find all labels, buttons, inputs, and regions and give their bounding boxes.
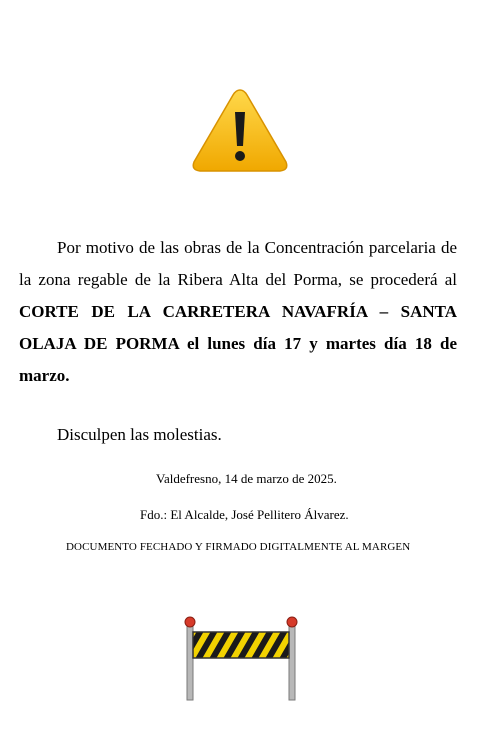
warning-triangle-icon — [190, 86, 290, 174]
signature-line: Fdo.: El Alcalde, José Pellitero Álvarez. — [140, 507, 349, 522]
notice-road-closure: CORTE DE LA CARRETERA NAVAFRÍA – SANTA OLAJA DE PORMA el lunes día 17 y martes día 18 de marzo. — [19, 302, 457, 385]
apology-text: Disculpen las molestias. — [57, 425, 222, 444]
notice-intro: Por motivo de las obras de la Concentración parcelaria de la zona regable de la Ribera Alta del Porma, se procederá al — [19, 238, 457, 289]
road-barrier-icon — [180, 612, 302, 702]
digital-signature-note: DOCUMENTO FECHADO Y FIRMADO DIGITALMENTE AL MARGEN — [66, 541, 411, 553]
date-line: Valdefresno, 14 de marzo de 2025. — [156, 471, 337, 486]
notice-paragraph — [19, 232, 457, 392]
